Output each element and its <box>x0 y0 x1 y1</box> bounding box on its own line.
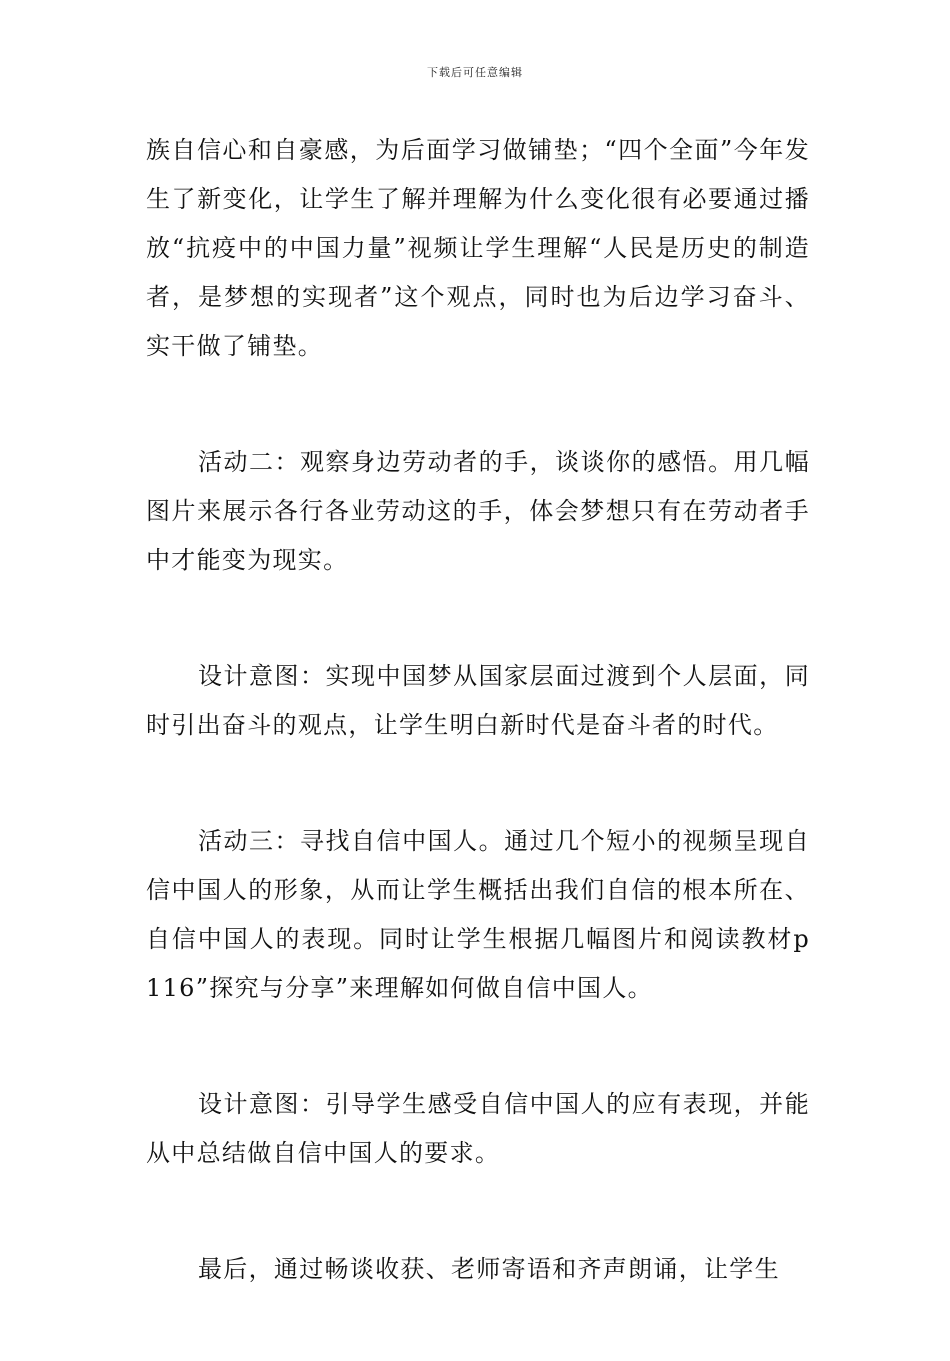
document-body <box>146 126 810 1361</box>
page-header-note: 下载后可任意编辑 <box>427 66 523 79</box>
paragraph-continuation: 族自信心和自豪感，为后面学习做铺垫；“四个全面”今年发生了新变化，让学生了解并理解为什么变化很有必要通过播放“抗疫中的中国力量”视频让学生理解“人民是历史的制造者，是梦想的实现者”这个观点，同时也为后边学习奋斗、实干做了铺垫。 <box>146 136 810 360</box>
paragraph-design-intent-two: 设计意图：引导学生感受自信中国人的应有表现，并能从中总结做自信中国人的要求。 <box>146 1090 810 1167</box>
paragraph-activity-two: 活动二：观察身边劳动者的手，谈谈你的感悟。用几幅图片来展示各行各业劳动这的手，体会梦想只有在劳动者手中才能变为现实。 <box>146 448 810 574</box>
paragraph-activity-three: 活动三：寻找自信中国人。通过几个短小的视频呈现自信中国人的形象，从而让学生概括出我们自信的根本所在、自信中国人的表现。同时让学生根据几幅图片和阅读教材p116”探究与分享”来理解如何做自信中国人。 <box>146 827 810 1002</box>
paragraph-design-intent-one: 设计意图：实现中国梦从国家层面过渡到个人层面，同时引出奋斗的观点，让学生明白新时代是奋斗者的时代。 <box>146 662 810 739</box>
paragraph-finally: 最后，通过畅谈收获、老师寄语和齐声朗诵，让学生 <box>198 1255 780 1283</box>
